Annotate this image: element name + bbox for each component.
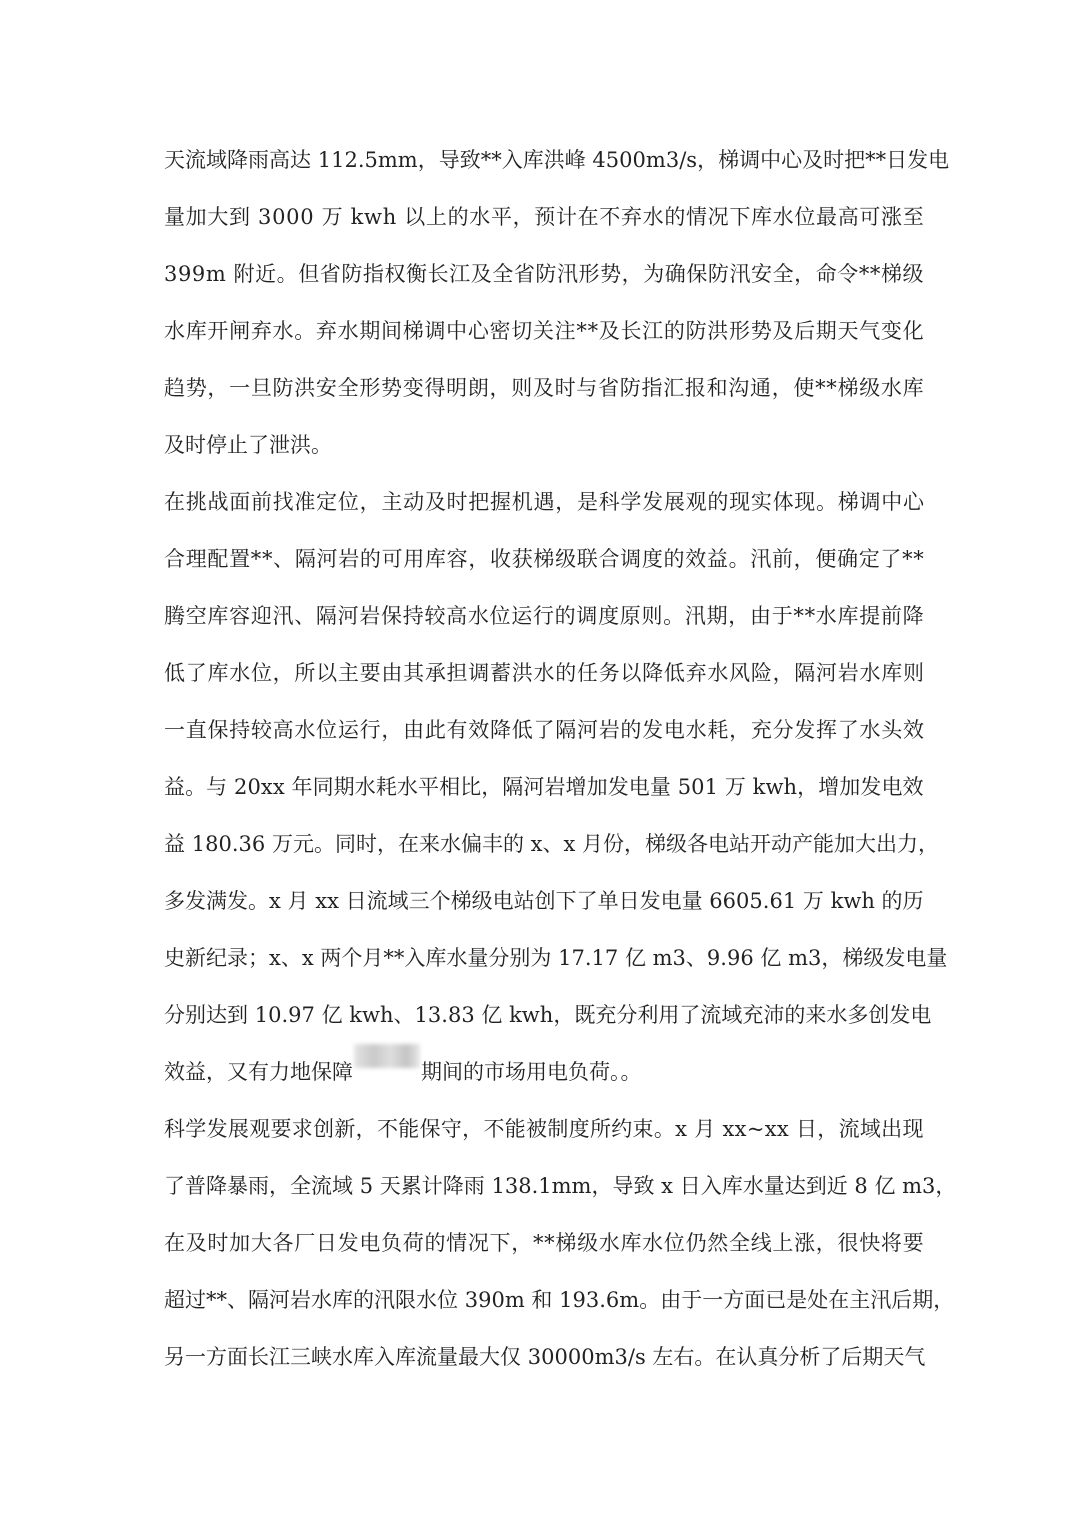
text-line: 低 了 库 水 位 ， 所 以 主 要 由 其 承 担 调 蓄 洪 水 的 任 务 以 降 低 弃 水 风 险 ， 隔 河 岩 水 库 则 (164, 661, 924, 685)
text-line: 趋 势 ， 一 旦 防 洪 安 全 形 势 变 得 明 朗 ， 则 及 时 与 省 防 指 汇 报 和 沟 通 ， 使 * * 梯 级 水 库 (164, 376, 924, 400)
text-line: 分 别 达 到 1 0 . 9 7 亿 k w h 、 1 3 . 8 3 亿 k w h ， 既 充 分 利 用 了 流 域 充 沛 的 来 水 多 创 发 电 (164, 1003, 932, 1027)
text-line: 量 加 大 到 3 0 0 0 万 k w h 以 上 的 水 平 ， 预 计 在 不 弃 水 的 情 况 下 库 水 位 最 高 可 涨 至 (164, 205, 924, 229)
text-line: 了 普 降 暴 雨 ， 全 流 域 5 天 累 计 降 雨 1 3 8 . 1 m m ， 导 致 x 日 入 库 水 量 达 到 近 8 亿 m 3 ， (164, 1174, 957, 1198)
text-line: 多 发 满 发 。 x 月 x x 日 流 域 三 个 梯 级 电 站 创 下 了 单 日 发 电 量 6 6 0 5 . 6 1 万 k w h 的 历 (164, 889, 924, 913)
text-line: 腾 空 库 容 迎 汛 、 隔 河 岩 保 持 较 高 水 位 运 行 的 调 度 原 则 。 汛 期 ， 由 于 * * 水 库 提 前 降 (164, 604, 924, 628)
text-line-with-redaction (164, 1044, 924, 1101)
text-line: 在 挑 战 面 前 找 准 定 位 ， 主 动 及 时 把 握 机 遇 ， 是 科 学 发 展 观 的 现 实 体 现 。 梯 调 中 心 (164, 490, 924, 514)
text-line: 天 流 域 降 雨 高 达 1 1 2 . 5 m m ， 导 致 * * 入 库 洪 峰 4 5 0 0 m 3 / s ， 梯 调 中 心 及 时 把 * * 日 发 电 (164, 148, 950, 172)
text-line: 科 学 发 展 观 要 求 创 新 ， 不 能 保 守 ， 不 能 被 制 度 所 约 束 。 x 月 x x ~ x x 日 ， 流 域 出 现 (164, 1117, 924, 1141)
text-line: 益 。 与 2 0 x x 年 同 期 水 耗 水 平 相 比 ， 隔 河 岩 增 加 发 电 量 5 0 1 万 k w h ， 增 加 发 电 效 (164, 775, 924, 799)
text-line: 另 一 方 面 长 江 三 峡 水 库 入 库 流 量 最 大 仅 3 0 0 0 0 m 3 / s 左 右 。 在 认 真 分 析 了 后 期 天 气 (164, 1345, 926, 1369)
text-segment: 效益，又有力地保障 (164, 1060, 353, 1084)
text-line: 益 1 8 0 . 3 6 万 元 。 同 时 ， 在 来 水 偏 丰 的 x 、 x 月 份 ， 梯 级 各 电 站 开 动 产 能 加 大 出 力 ， (164, 832, 939, 856)
text-line: 水 库 开 闸 弃 水 。 弃 水 期 间 梯 调 中 心 密 切 关 注 * * 及 长 江 的 防 洪 形 势 及 后 期 天 气 变 化 (164, 319, 924, 343)
text-line: 超 过 * * 、 隔 河 岩 水 库 的 汛 限 水 位 3 9 0 m 和 1 9 3 . 6 m 。 由 于 一 方 面 已 是 处 在 主 汛 后 期 ， (164, 1288, 955, 1312)
text-line: 3 9 9 m 附 近 。 但 省 防 指 权 衡 长 江 及 全 省 防 汛 形 势 ， 为 确 保 防 汛 安 全 ， 命 令 * * 梯 级 (164, 262, 924, 286)
blurred-redaction (354, 1044, 420, 1068)
text-line: 在 及 时 加 大 各 厂 日 发 电 负 荷 的 情 况 下 ， * * 梯 级 水 库 水 位 仍 然 全 线 上 涨 ， 很 快 将 要 (164, 1231, 924, 1255)
text-line: 史 新 纪 录 ； x 、 x 两 个 月 * * 入 库 水 量 分 别 为 1 7 . 1 7 亿 m 3 、 9 . 9 6 亿 m 3 ， 梯 级 发 电 量 (164, 946, 948, 970)
document-body (164, 132, 957, 1386)
text-line: 合 理 配 置 * * 、 隔 河 岩 的 可 用 库 容 ， 收 获 梯 级 联 合 调 度 的 效 益 。 汛 前 ， 便 确 定 了 * * (164, 547, 924, 571)
text-line: 一 直 保 持 较 高 水 位 运 行 ， 由 此 有 效 降 低 了 隔 河 岩 的 发 电 水 耗 ， 充 分 发 挥 了 水 头 效 (164, 718, 924, 742)
text-segment: 期间的市场用电负荷。。 (421, 1060, 642, 1084)
text-line: 及时停止了泄洪。 (164, 433, 332, 457)
